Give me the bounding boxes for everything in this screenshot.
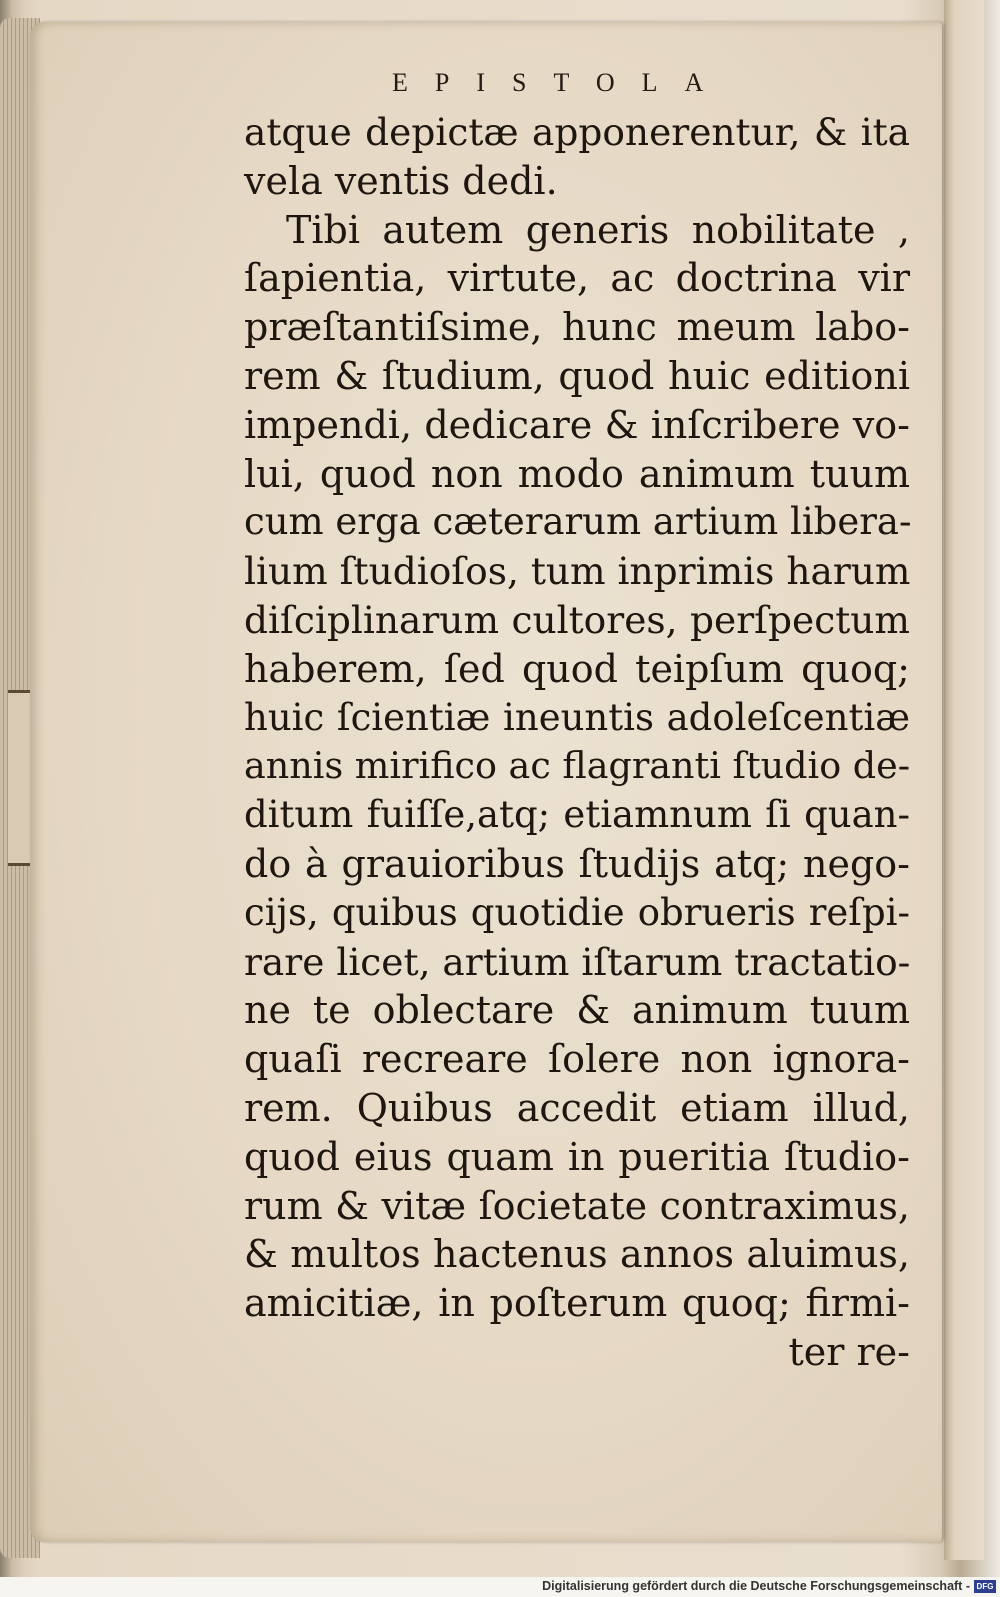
text-line: præſtantiſsime, hunc meum labo- — [244, 305, 910, 350]
facing-page-edge — [944, 0, 984, 1560]
text-line: ſapientia, virtute, ac doctrina vir — [244, 256, 910, 301]
text-line: quaſi recreare ſolere non ignora- — [244, 1037, 910, 1082]
text-line: ditum fuiſſe,atq; etiamnum ſi quan- — [244, 793, 910, 837]
text-line: & multos hactenus annos aluimus, — [244, 1232, 910, 1277]
text-line: do à grauioribus ſtudijs atq; nego- — [244, 841, 910, 886]
text-line: amicitiæ, in poſterum quoq; firmi- — [244, 1281, 910, 1326]
text-line: rem & ſtudium, quod huic editioni — [244, 353, 910, 398]
text-line: ne te oblectare & animum tuum — [244, 988, 910, 1033]
catchword-line: ter re- — [788, 1329, 910, 1374]
text-line: annis mirifico ac flagranti ſtudio de- — [244, 744, 911, 788]
text-line: atque depictæ apponerentur, & ita — [244, 110, 910, 154]
text-line: diſciplinarum cultores, perſpectum — [244, 597, 910, 642]
text-line: lium ſtudioſos, tum inprimis harum — [244, 549, 911, 594]
text-line: huic ſcientiæ ineuntis adoleſcentiæ — [244, 695, 910, 739]
text-line: quod eius quam in pueritia ſtudio- — [244, 1134, 910, 1179]
text-line: vela ventis dedi. — [244, 158, 558, 203]
text-line: lui, quod non modo animum tuum — [244, 451, 910, 496]
text-line: cijs, quibus quotidie obrueris reſpi- — [244, 890, 910, 934]
text-line: Tibi autem generis nobilitate , — [286, 207, 910, 252]
running-head: EPISTOLA — [392, 68, 731, 97]
dfg-logo: DFG — [974, 1580, 996, 1593]
text-line: impendi, dedicare & inſcribere vo- — [244, 402, 910, 447]
text-line: rem. Quibus accedit etiam illud, — [244, 1085, 910, 1130]
digitization-credit: Digitalisierung gefördert durch die Deutsche Forschungsgemeinschaft - — [542, 1579, 970, 1593]
text-line: rare licet, artium iſtarum tractatio- — [244, 939, 911, 984]
text-line: haberem, ſed quod teipſum quoq; — [244, 646, 910, 691]
text-line: cum erga cæterarum artium libera- — [244, 500, 912, 544]
body-text — [244, 108, 910, 1377]
text-line: rum & vitæ ſocietate contraximus, — [244, 1183, 910, 1228]
